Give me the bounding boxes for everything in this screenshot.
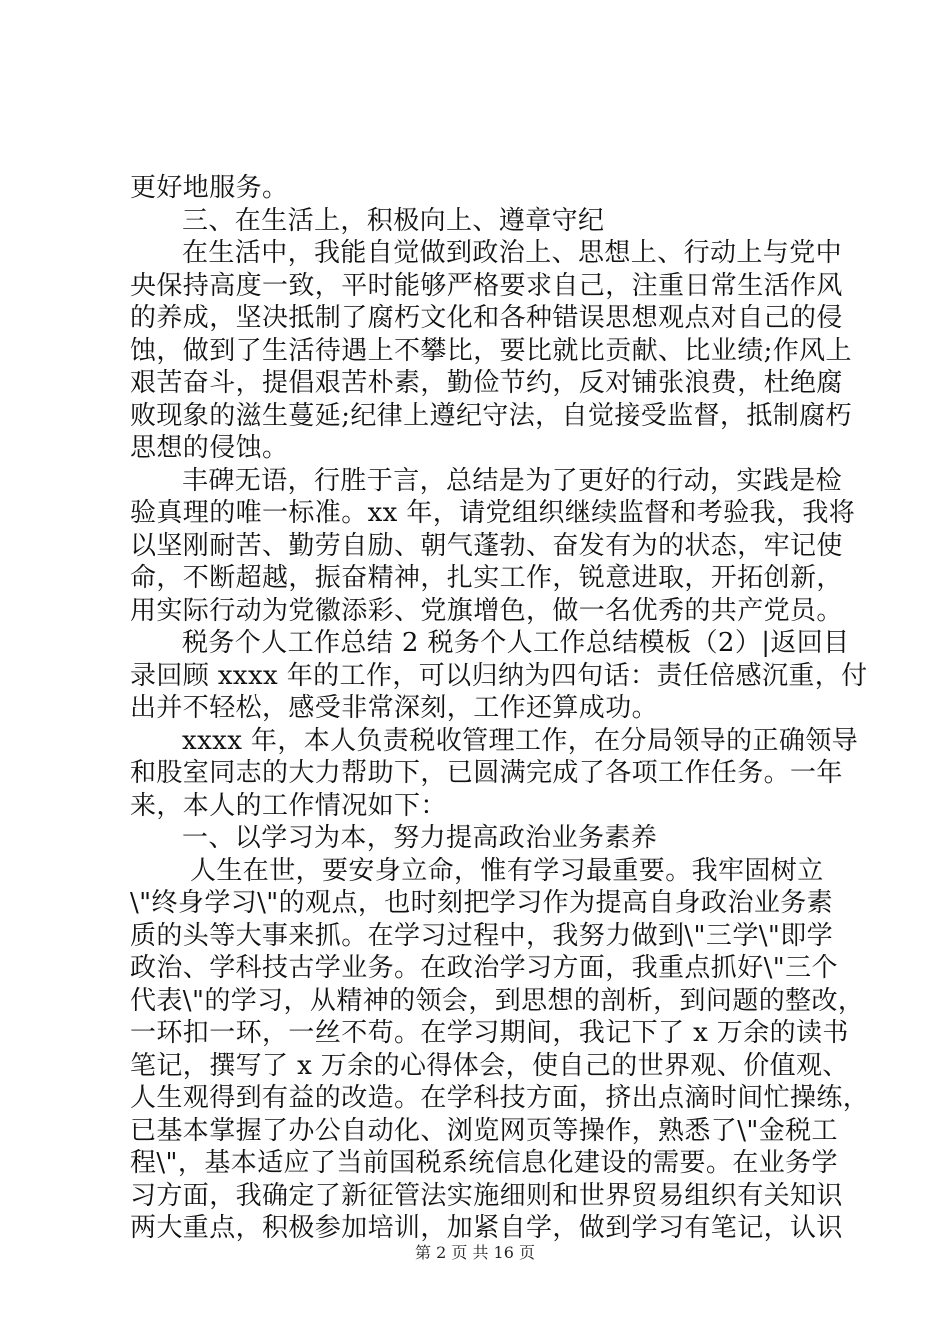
paragraph-line: 丰碑无语，行胜于言，总结是为了更好的行动，实践是检 — [182, 465, 843, 496]
paragraph-line: 在生活中，我能自觉做到政治上、思想上、行动上与党中 — [182, 238, 843, 268]
paragraph-line: xxxx 年，本人负责税收管理工作，在分局领导的正确领导 — [182, 725, 859, 756]
paragraph-line: 来，本人的工作情况如下： — [130, 790, 447, 821]
section-heading: 三、在生活上，积极向上、遵章守纪 — [182, 205, 605, 236]
paragraph-line: 税务个人工作总结 2 税务个人工作总结模板（2）|返回目 — [182, 628, 850, 658]
paragraph-line: 人生观得到有益的改造。在学科技方面，挤出点滴时间忙操练， — [130, 1083, 870, 1113]
section-heading: 一、以学习为本，努力提高政治业务素养 — [182, 823, 658, 853]
paragraph-line: 两大重点，积极参加培训，加紧自学，做到学习有笔记，认识 — [130, 1213, 843, 1243]
paragraph-line: 央保持高度一致，平时能够严格要求自己，注重日常生活作风 — [130, 270, 843, 301]
page-number-footer: 第 2 页 共 16 页 — [415, 1243, 535, 1262]
paragraph-line: 人生在世，要安身立命，惟有学习最重要。我牢固树立 — [190, 855, 824, 886]
paragraph-line: 的养成，坚决抵制了腐朽文化和各种错误思想观点对自己的侵 — [130, 303, 843, 333]
paragraph-line: 质的头等大事来抓。在学习过程中，我努力做到\"三学\"即学 — [130, 920, 834, 951]
paragraph-line: 代表\"的学习，从精神的领会，到思想的剖析，到问题的整改， — [130, 985, 865, 1016]
paragraph-line: 程\"，基本适应了当前国税系统信息化建设的需要。在业务学 — [130, 1148, 838, 1178]
paragraph-line: 政治、学科技古学业务。在政治学习方面，我重点抓好\"三个 — [130, 953, 838, 983]
paragraph-line: 思想的侵蚀。 — [130, 433, 289, 463]
paragraph-line: 出并不轻松，感受非常深刻，工作还算成功。 — [130, 693, 659, 723]
paragraph-line: 和股室同志的大力帮助下，已圆满完成了各项工作任务。一年 — [130, 758, 843, 788]
paragraph-line: 已基本掌握了办公自动化、浏览网页等操作，熟悉了\"金税工 — [130, 1115, 838, 1146]
paragraph-line: 验真理的唯一标准。xx 年，请党组织继续监督和考验我，我将 — [130, 498, 856, 528]
text-line: 更好地服务。 — [130, 173, 289, 203]
paragraph-line: 命，不断超越，振奋精神，扎实工作，锐意进取，开拓创新， — [130, 563, 843, 593]
paragraph-line: 用实际行动为党徽添彩、党旗增色，做一名优秀的共产党员。 — [130, 595, 843, 626]
paragraph-line: 败现象的滋生蔓延;纪律上遵纪守法，自觉接受监督，抵制腐朽 — [130, 400, 852, 431]
paragraph-line: 习方面，我确定了新征管法实施细则和世界贸易组织有关知识 — [130, 1180, 843, 1211]
paragraph-line: 笔记，撰写了 x 万余的心得体会，使自己的世界观、价值观、 — [130, 1050, 849, 1081]
paragraph-line: 一环扣一环，一丝不苟。在学习期间，我记下了 x 万余的读书 — [130, 1018, 849, 1048]
paragraph-line: 录回顾 xxxx 年的工作，可以归纳为四句话：责任倍感沉重，付 — [130, 660, 868, 691]
paragraph-line: 以坚刚耐苦、勤劳自励、朝气蓬勃、奋发有为的状态，牢记使 — [130, 530, 843, 561]
paragraph-line: 艰苦奋斗，提倡艰苦朴素，勤俭节约，反对铺张浪费，杜绝腐 — [130, 368, 843, 398]
paragraph-line: \"终身学习\"的观点，也时刻把学习作为提高自身政治业务素 — [130, 888, 834, 918]
document-body — [130, 172, 870, 1245]
paragraph-line: 蚀，做到了生活待遇上不攀比，要比就比贡献、比业绩;作风上 — [130, 335, 852, 366]
